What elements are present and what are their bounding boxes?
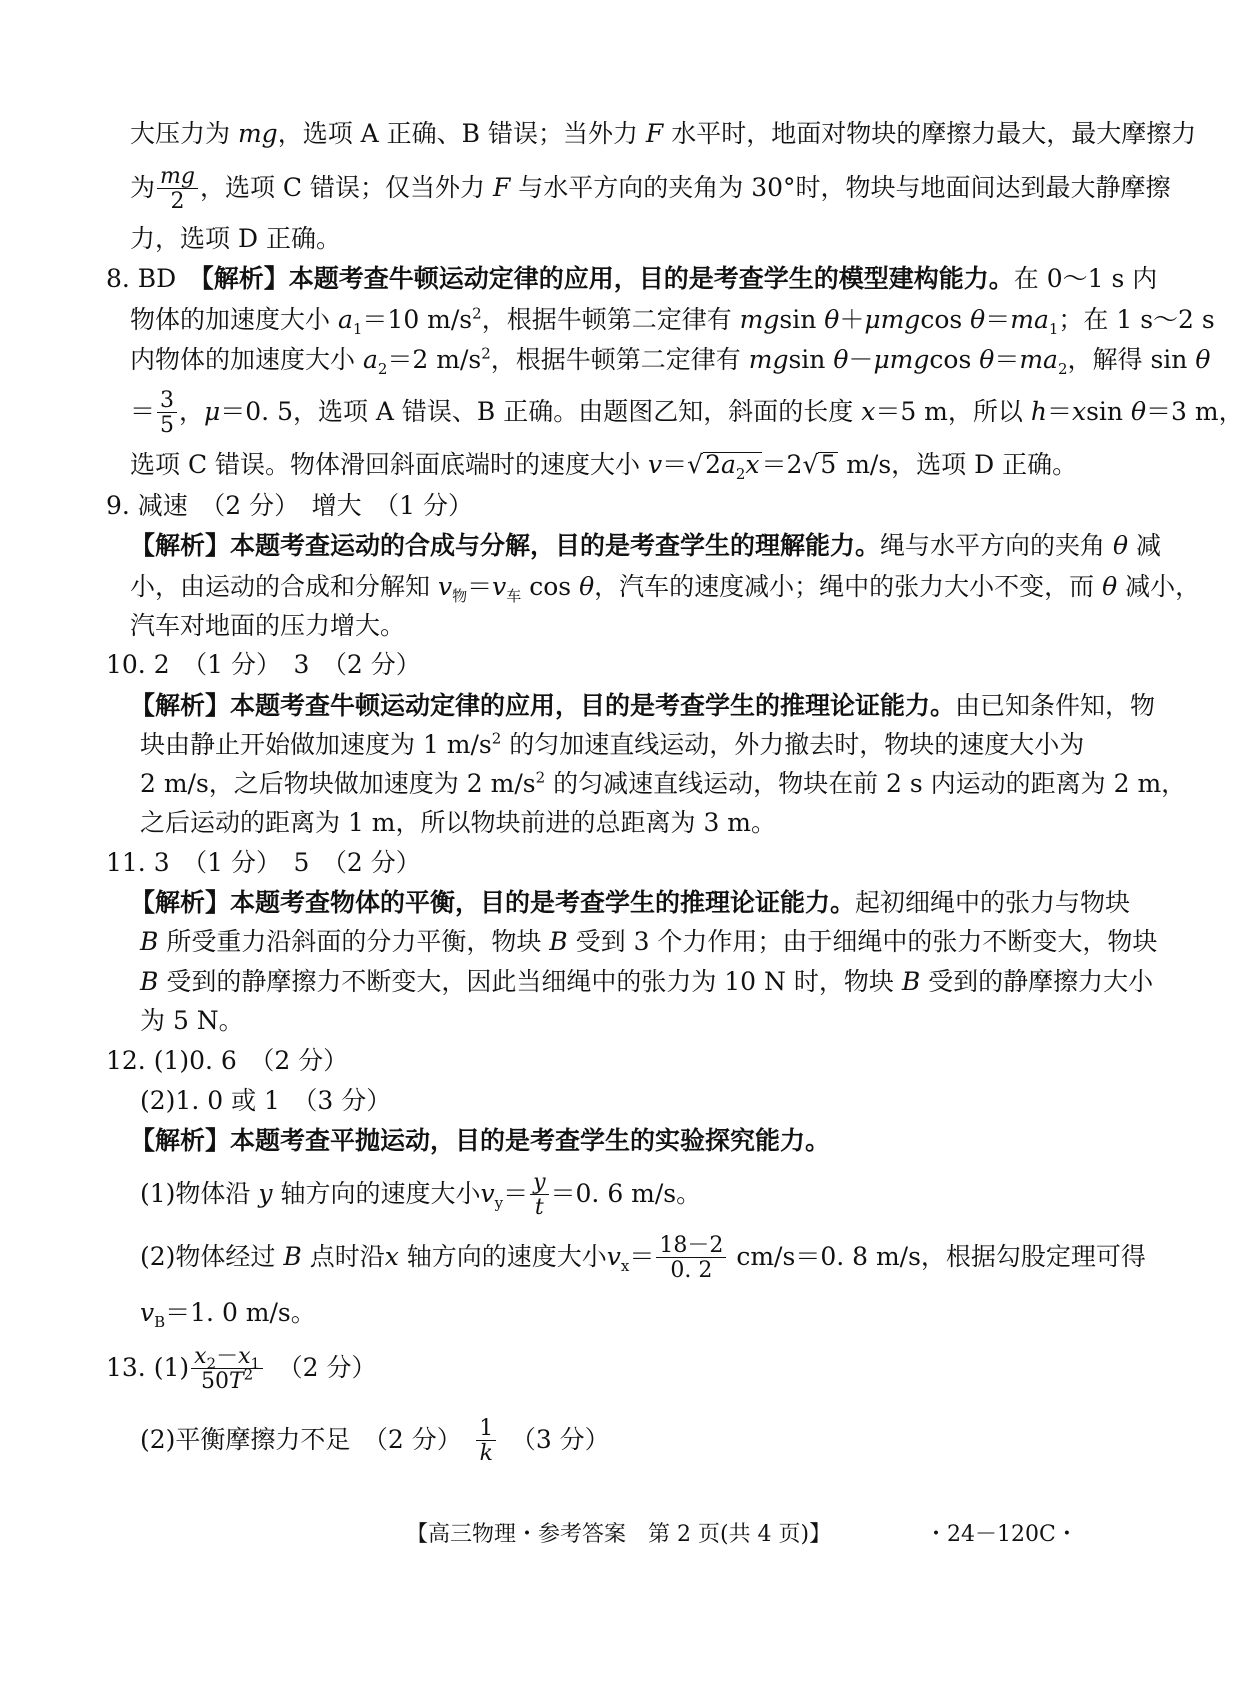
fraction: $\frac{3}{5}$ xyxy=(157,390,177,437)
text-line: 2 m/s，之后物块做加速度为 2 $m/s^2$ 的匀减速直线运动，物块在前 2 s 内运动的距离为 2 m， xyxy=(140,768,1187,798)
text-line: 【解析】本题考查平抛运动，目的是考查学生的实验探究能力。 xyxy=(130,1126,831,1155)
text-line: 小，由运动的合成和分解知 $v_物=v_车$ cos θ，汽车的速度减小；绳中的张力大小不变，而 θ 减小， xyxy=(130,572,1201,605)
text-line: 力，选项 D 正确。 xyxy=(130,224,341,253)
fraction: $\frac{y}{t}$ xyxy=(530,1172,548,1219)
text-line: 块由静止开始做加速度为 1 $m/s^2$ 的匀加速直线运动，外力撤去时，物块的速度大小为 xyxy=(140,729,1085,759)
text-line: ＝ $\frac{3}{5}$ ，μ＝0. 5，选项 A 错误、B 正确。由题图乙知，斜面的长度 x＝5 m，所以 h＝xsin θ＝3 m， xyxy=(130,388,1244,438)
text-line: 【解析】本题考查牛顿运动定律的应用，目的是考查学生的推理论证能力。由已知条件知，物 xyxy=(130,691,1156,720)
text-line: B 所受重力沿斜面的分力平衡，物块 B 受到 3 个力作用；由于细绳中的张力不断变大，物块 xyxy=(140,927,1158,956)
text-line: (2)平衡摩擦力不足 （2 分） $\frac{1}{k}$ （3 分） xyxy=(140,1416,610,1466)
text-line: 选项 C 错误。物体滑回斜面底端时的速度大小 $v=√2a_2x=2√5$ m/s，选项 D 正确。 xyxy=(130,450,1078,483)
text-line: 为 5 N。 xyxy=(140,1006,244,1035)
text-line: 大压力为 mg，选项 A 正确、B 错误；当外力 F 水平时，地面对物块的摩擦力最大，最大摩擦力 xyxy=(130,119,1197,148)
question-13-header: 13. (1) $\frac{x_2-x_1}{50T^2}$ （2 分） xyxy=(106,1344,377,1394)
sqrt-radicand: $2a_2x$ xyxy=(705,450,760,483)
sqrt-radicand: 5 xyxy=(820,450,837,479)
question-10-header: 10. 2 （1 分） 3 （2 分） xyxy=(106,650,421,679)
page-code: ・24－120C・ xyxy=(925,1522,1078,1547)
question-8-header: 8. BD 【解析】本题考查牛顿运动定律的应用，目的是考查学生的模型建构能力。在 0～1 s 内 xyxy=(106,264,1158,293)
text-line: (2)1. 0 或 1 （3 分） xyxy=(140,1086,392,1115)
text-line: B 受到的静摩擦力不断变大，因此当细绳中的张力为 10 N 时，物块 B 受到的静摩擦力大小 xyxy=(140,967,1154,996)
text-line: 为 $\frac{mg}{2}$ ，选项 C 错误；仅当外力 F 与水平方向的夹角为 30°时，物块与地面间达到最大静摩擦 xyxy=(130,164,1171,214)
sqrt-sign: √ xyxy=(802,450,819,479)
fraction: $\frac{1}{k}$ xyxy=(476,1418,496,1465)
page-footer: 【高三物理・参考答案 第 2 页(共 4 页)】 xyxy=(406,1522,832,1547)
fraction: $\frac{mg}{2}$ xyxy=(157,166,198,213)
text-line: 【解析】本题考查物体的平衡，目的是考查学生的推理论证能力。起初细绳中的张力与物块 xyxy=(130,888,1131,917)
fraction: $\frac{x_2-x_1}{50T^2}$ xyxy=(191,1346,263,1393)
text-line: $v_B=1$. 0 m/s。 xyxy=(140,1298,316,1331)
question-11-header: 11. 3 （1 分） 5 （2 分） xyxy=(106,848,421,877)
text-line: 之后运动的距离为 1 m，所以物块前进的总距离为 3 m。 xyxy=(140,808,777,837)
fraction: $\frac{18-2}{0. 2}$ xyxy=(656,1235,726,1282)
question-9-header: 9. 减速 （2 分） 增大 （1 分） xyxy=(106,491,474,520)
text-line: 物体的加速度大小 $a_1=10$ $m/s^2$，根据牛顿第二定律有 mgsin θ＋μmgcos $\theta=ma_1$；在 1 s～2 s xyxy=(130,304,1215,338)
text-line: (1)物体沿 y 轴方向的速度大小$v_y=$ $\frac{y}{t}$ ＝0. 6 m/s。 xyxy=(140,1170,702,1220)
question-12-header: 12. (1)0. 6 （2 分） xyxy=(106,1046,349,1075)
text-line: 【解析】本题考查运动的合成与分解，目的是考查学生的理解能力。绳与水平方向的夹角 θ 减 xyxy=(130,531,1162,560)
sqrt-sign: √ xyxy=(687,450,704,479)
text-line: (2)物体经过 B 点时沿x 轴方向的速度大小$v_x=$ $\frac{18-2}{0. 2}$ cm/s＝0. 8 m/s，根据勾股定理可得 xyxy=(140,1233,1146,1283)
text-line: 内物体的加速度大小 $a_2=2$ $m/s^2$，根据牛顿第二定律有 mgsin θ－μmgcos $\theta=ma_2$，解得 sin θ xyxy=(130,344,1211,378)
text-line: 汽车对地面的压力增大。 xyxy=(130,611,406,640)
